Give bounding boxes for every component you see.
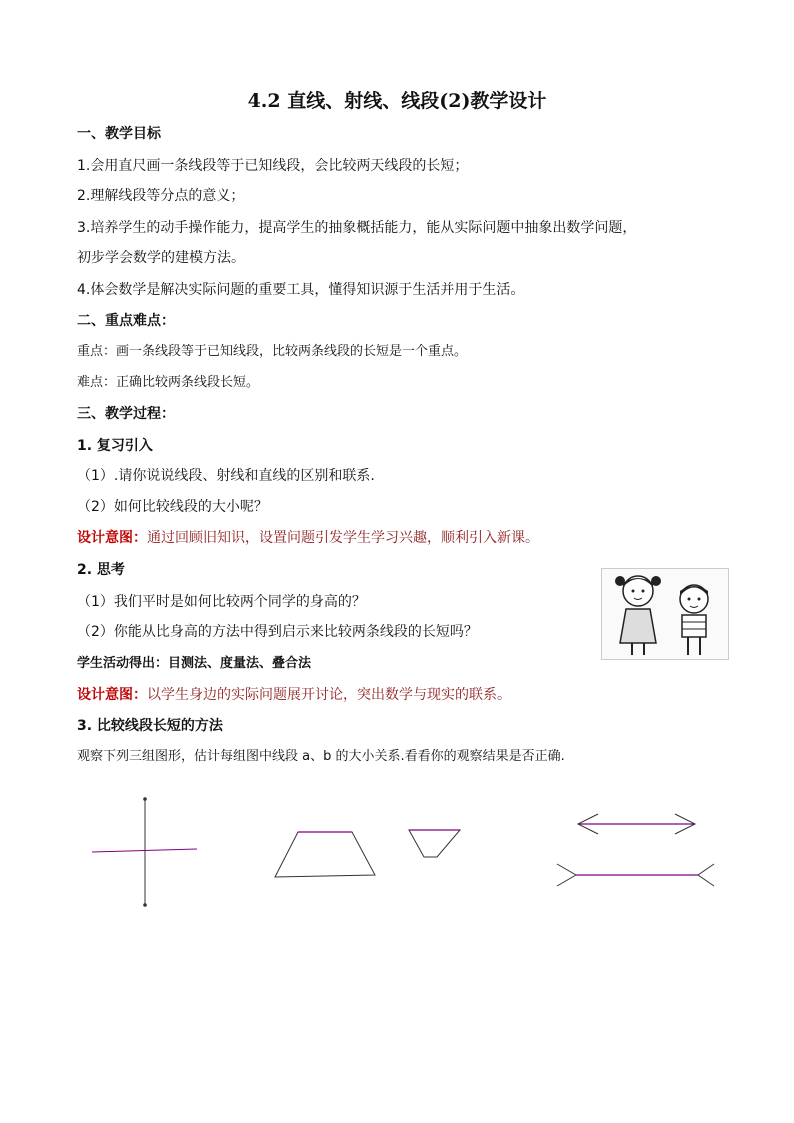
- difficulty-point: 难点：正确比较两条线段长短。: [77, 375, 260, 390]
- student-activity: 学生活动得出：目测法、度量法、叠合法: [77, 656, 312, 671]
- part2-heading: 2. 思考: [77, 562, 125, 578]
- goal-item-1: 1.会用直尺画一条线段等于已知线段，会比较两天线段的长短；: [77, 158, 469, 174]
- children-drawing: [602, 569, 728, 659]
- figure-group-trapezoids: [275, 830, 460, 877]
- figure-group-arrows: [557, 814, 714, 886]
- intent-label: 设计意图：: [77, 687, 147, 703]
- goal-item-3: 3.培养学生的动手操作能力，提高学生的抽象概括能力，能从实际问题中抽象出数学问题，: [77, 220, 637, 236]
- part3-heading: 3. 比较线段长短的方法: [77, 718, 223, 734]
- goal-item-4: 4.体会数学是解决实际问题的重要工具，懂得知识源于生活并用于生活。: [77, 282, 525, 298]
- key-point: 重点：画一条线段等于已知线段，比较两条线段的长短是一个重点。: [77, 344, 468, 359]
- section-heading-key-points: 二、重点难点：: [77, 313, 175, 329]
- part2-question-2: （2）你能从比身高的方法中得到启示来比较两条线段的长短吗？: [77, 624, 478, 640]
- part3-text: 观察下列三组图形，估计每组图中线段 a、b 的大小关系.看看你的观察结果是否正确.: [77, 749, 565, 764]
- intent-text: 通过回顾旧知识，设置问题引发学生学习兴趣，顺利引入新课。: [147, 530, 539, 546]
- goal-item-3-cont: 初步学会数学的建模方法。: [77, 250, 245, 266]
- intent-label: 设计意图：: [77, 530, 147, 546]
- intent-text: 以学生身边的实际问题展开讨论，突出数学与现实的联系。: [147, 687, 511, 703]
- section-heading-goals: 一、教学目标: [77, 126, 161, 142]
- part1-question-2: （2）如何比较线段的大小呢？: [77, 499, 268, 515]
- page-title: 4.2 直线、射线、线段(2)教学设计: [247, 90, 547, 112]
- part1-question-1: （1）.请你说说线段、射线和直线的区别和联系.: [77, 468, 375, 484]
- section-heading-process: 三、教学过程：: [77, 406, 175, 422]
- goal-item-2: 2.理解线段等分点的意义；: [77, 188, 245, 204]
- part2-intent: [77, 685, 511, 705]
- part1-intent: [77, 528, 539, 548]
- part2-question-1: （1）我们平时是如何比较两个同学的身高的？: [77, 594, 366, 610]
- part1-heading: 1. 复习引入: [77, 438, 153, 454]
- figure-group-cross: [92, 797, 197, 907]
- children-illustration: [601, 568, 729, 660]
